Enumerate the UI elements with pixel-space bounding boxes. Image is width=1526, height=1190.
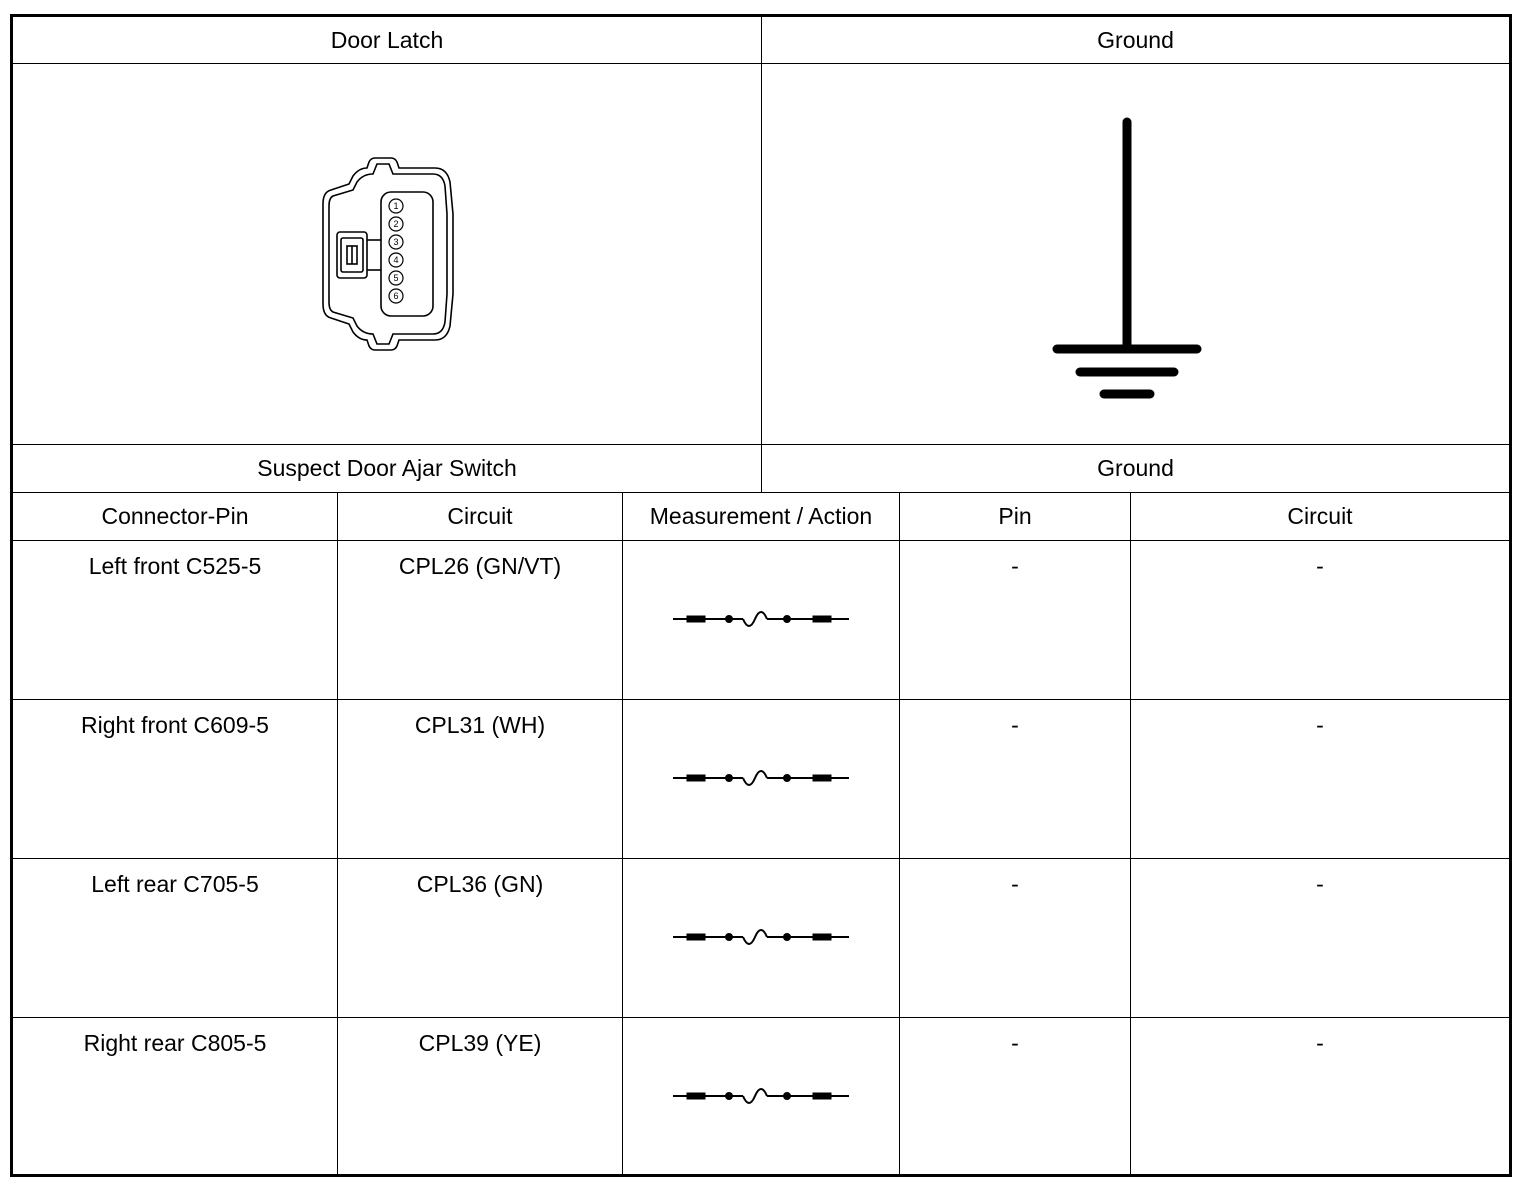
connector-pin-cell — [13, 1018, 338, 1174]
circuit-text: CPL39 (YE) — [418, 1030, 542, 1056]
connector-pin-text: Right front C609-5 — [81, 712, 269, 738]
circuit-text: CPL26 (GN/VT) — [398, 553, 562, 579]
connector-pin-cell — [13, 859, 338, 1018]
ground-symbol-cell — [762, 64, 1509, 445]
ground-pin-text: - — [1011, 553, 1019, 579]
continuity-resistance-icon — [671, 1080, 851, 1110]
ground-circuit-text: - — [1316, 1030, 1324, 1056]
ground-circuit-text: - — [1316, 712, 1324, 738]
door-latch-connector-face-icon — [317, 154, 457, 354]
pin-number: 5 — [393, 273, 399, 283]
measurement-action-cell — [623, 1018, 900, 1174]
circuit-cell — [338, 700, 623, 859]
connector-pin-text: Left front C525-5 — [88, 553, 262, 579]
ground-header: Ground — [762, 17, 1509, 64]
measurement-action-cell — [623, 541, 900, 700]
circuit-cell — [338, 541, 623, 700]
suspect-switch-header: Suspect Door Ajar Switch — [13, 445, 762, 493]
column-header-connector-pin: Connector-Pin — [13, 493, 338, 541]
circuit-cell — [338, 1018, 623, 1174]
measurement-action-cell — [623, 859, 900, 1018]
column-header-pin: Pin — [900, 493, 1131, 541]
circuit-cell — [338, 859, 623, 1018]
pinpoint-test-table — [10, 14, 1512, 1177]
door-latch-header: Door Latch — [13, 17, 762, 64]
pin-number: 1 — [393, 201, 399, 211]
connector-pin-cell — [13, 541, 338, 700]
ground-pin-text: - — [1011, 712, 1019, 738]
ground-circuit-text: - — [1316, 871, 1324, 897]
ground-pin-text: - — [1011, 871, 1019, 897]
ground-circuit-cell — [1131, 1018, 1509, 1174]
column-header-ground-circuit: Circuit — [1131, 493, 1509, 541]
ground-circuit-cell — [1131, 859, 1509, 1018]
ground-circuit-cell — [1131, 700, 1509, 859]
column-header-circuit: Circuit — [338, 493, 623, 541]
continuity-resistance-icon — [671, 921, 851, 951]
connector-pin-text: Left rear C705-5 — [91, 871, 259, 897]
ground-pin-cell — [900, 1018, 1131, 1174]
ground-circuit-text: - — [1316, 553, 1324, 579]
measurement-action-cell — [623, 700, 900, 859]
ground-circuit-cell — [1131, 541, 1509, 700]
ground-pin-cell — [900, 700, 1131, 859]
circuit-text: CPL36 (GN) — [416, 871, 544, 897]
connector-pin-text: Right rear C805-5 — [83, 1030, 267, 1056]
continuity-resistance-icon — [671, 762, 851, 792]
pin-number: 4 — [393, 255, 399, 265]
connector-diagram-cell — [13, 64, 762, 445]
pin-number: 3 — [393, 237, 399, 247]
pin-number: 2 — [393, 219, 399, 229]
column-header-measurement-action: Measurement / Action — [623, 493, 900, 541]
continuity-resistance-icon — [671, 603, 851, 633]
circuit-text: CPL31 (WH) — [414, 712, 546, 738]
ground-section-header: Ground — [762, 445, 1509, 493]
ground-pin-text: - — [1011, 1030, 1019, 1056]
pin-number: 6 — [393, 291, 399, 301]
ground-pin-cell — [900, 859, 1131, 1018]
ground-pin-cell — [900, 541, 1131, 700]
ground-symbol-icon — [1052, 114, 1202, 404]
connector-pin-cell — [13, 700, 338, 859]
